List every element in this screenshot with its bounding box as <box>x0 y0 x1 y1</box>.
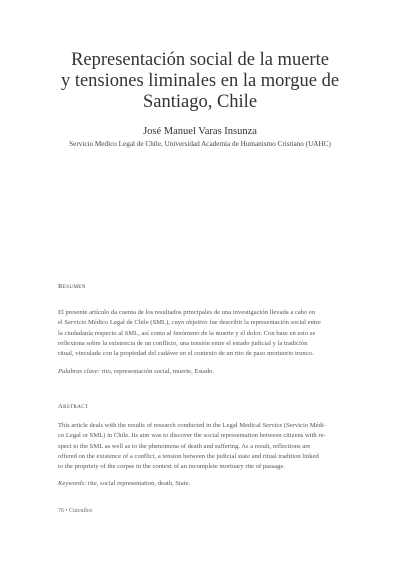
resumen-line: El presente artículo da cuenta de los resultados principales de una investigación llevada a cabo en <box>58 309 316 316</box>
abstract-line: co Legal or SML) in Chile. Its aim was to discover the social representation between citizens with re- <box>58 432 326 440</box>
abstract-line: spect to the SML as well as to the phenomena of death and suffering. As a result, reflections are <box>58 442 311 450</box>
resumen-line: reflexiona sobre la existencia de un conflicto, una tensión entre el estado judicial y la tradición <box>58 339 308 347</box>
resumen-line: la ciudadanía respecto al SML, así como al fenómeno de la muerte y el dolor. Con base en esto se <box>58 329 316 337</box>
title-line: Representación social de la muerte <box>71 50 329 70</box>
keywords-list: rite, social representation, death, State. <box>86 480 191 487</box>
resumen-heading: Resumen <box>58 283 86 290</box>
author-affiliation: Servicio Medico Legal de Chile, Universidad Academia de Humanismo Cristiano (UAHC) <box>69 140 331 148</box>
resumen-body <box>58 308 346 359</box>
resumen-line: el Servicio Médico Legal de Chile (SML), cuyo objetivo fue describir la representación social entre <box>58 319 321 327</box>
resumen-line: ritual, vinculada con la propiedad del cadáver en el contexto de un rito de paso mortuorio trunco. <box>58 350 314 358</box>
abstract-heading: Abstract <box>58 403 89 410</box>
resumen-keywords <box>58 368 346 375</box>
abstract-body <box>58 421 346 472</box>
abstract-keywords <box>58 480 346 487</box>
keywords-list: rito, representación social, muerte, Estado. <box>99 368 215 375</box>
title-line: y tensiones liminales en la morgue de <box>60 71 340 91</box>
article-title <box>60 50 340 113</box>
keywords-label: Palabras clave: <box>58 368 100 375</box>
page-footer: 76 • Cuicuilco <box>58 508 93 514</box>
abstract-line: This article deals with the results of research conducted in the Legal Medical Service (Servicio Médi- <box>58 422 326 429</box>
abstract-line: to the propriety of the corpse in the context of an incomplete mortuary rite of passage. <box>58 463 286 471</box>
title-line: Santiago, Chile <box>142 92 258 112</box>
author-name: José Manuel Varas Insunza <box>143 126 257 137</box>
keywords-label: Keywords: <box>58 480 87 487</box>
abstract-line: offered on the existence of a conflict, a tension between the judicial state and ritual tradition linked <box>58 452 319 460</box>
